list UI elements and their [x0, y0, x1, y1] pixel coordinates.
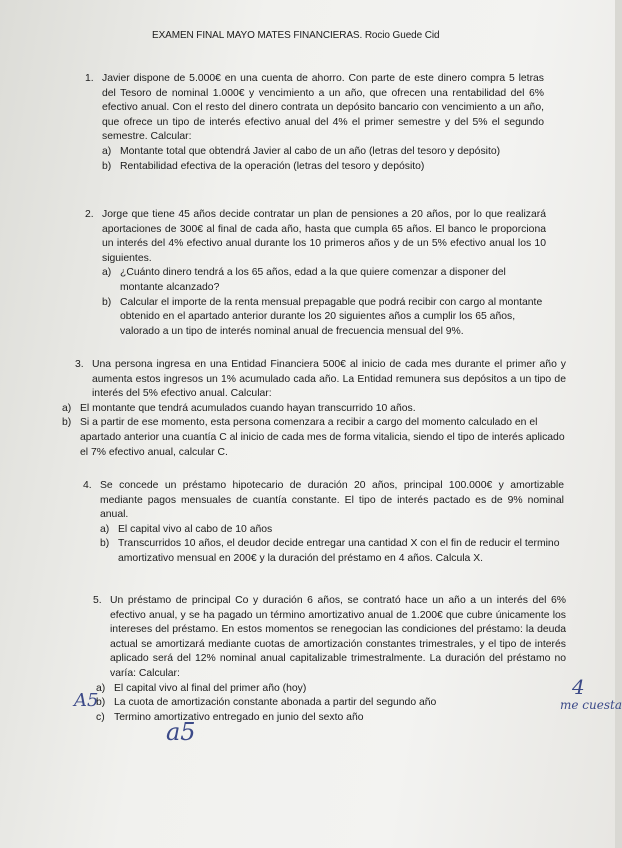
item-letter: a) — [102, 267, 112, 279]
question-item — [100, 537, 564, 566]
item-text: Montante total que obtendrá Javier al cabo de un año (letras del tesoro y depósito) — [120, 145, 501, 157]
handwritten-note-bottom: a5 — [166, 718, 196, 746]
question-4 — [83, 479, 564, 567]
item-text: El montante que tendrá acumulados cuando hayan transcurrido 10 años. — [80, 402, 416, 414]
question-number: 5. — [93, 595, 102, 606]
handwritten-note-right: me cuesta — [560, 698, 622, 712]
question-number: 3. — [75, 359, 84, 370]
question-text: Javier dispone de 5.000€ en una cuenta de ahorro. Con parte de este dinero compra 5 letras del Tesoro de nominal 1.000€ y vencimiento a un año, que ofrecen una rentabilidad del 6% efectivo anual. Con el resto del dinero contrata un depósito bancario con vencimiento a un año, que ofrece un tipo de interés efectivo anual del 4% el primer semestre y del 5% el segundo semestre. Calcular: — [102, 73, 544, 143]
question-3 — [62, 358, 566, 460]
question-item — [102, 160, 544, 175]
question-1 — [85, 72, 544, 174]
question-item — [102, 266, 546, 295]
item-letter: b) — [102, 296, 112, 308]
item-letter: b) — [100, 538, 110, 550]
item-text: Rentabilidad efectiva de la operación (letras del tesoro y depósito) — [120, 160, 425, 172]
question-5 — [93, 594, 566, 725]
question-item — [100, 523, 564, 538]
item-text: El capital vivo al final del primer año (hoy) — [114, 682, 307, 694]
item-text: La cuota de amortización constante abonada a partir del segundo año — [114, 697, 437, 709]
question-item — [62, 416, 566, 460]
item-text: Calcular el importe de la renta mensual prepagable que podrá recibir con cargo al montante obtenido en el apartado anterior durante los 20 siguientes años a cumplir los 65 años, valorado a un tipo de interés nominal anual de frecuencia mensual del 9%. — [120, 296, 543, 337]
item-letter: b) — [96, 697, 106, 709]
item-letter: a) — [96, 682, 106, 694]
item-letter: a) — [62, 402, 72, 414]
item-text: Si a partir de ese momento, esta persona comenzara a recibir a cargo del momento calculado en el apartado anterior una cuantía C al inicio de cada mes de forma vitalicia, siendo el tipo de interés aplicado el 7% efectivo anual, calcular C. — [80, 417, 565, 458]
question-number: 1. — [85, 73, 94, 84]
question-item — [96, 682, 566, 697]
question-item — [96, 696, 566, 711]
question-item — [102, 145, 544, 160]
item-letter: b) — [102, 160, 112, 172]
question-text: Se concede un préstamo hipotecario de duración 20 años, principal 100.000€ y amortizable mediante pagos mensuales de cuantía constante. El tipo de interés pactado es de 9% nominal anual. — [100, 480, 564, 521]
question-2 — [85, 208, 546, 339]
item-text: El capital vivo al cabo de 10 años — [118, 523, 273, 535]
item-text: ¿Cuánto dinero tendrá a los 65 años, edad a la que quiere comenzar a disponer del montante alcanzado? — [120, 267, 506, 293]
question-text: Una persona ingresa en una Entidad Financiera 500€ al inicio de cada mes durante el primer año y aumenta estos ingresos un 1% acumulado cada año. La Entidad remunera sus depósitos a un tipo de interés del 5% efectivo anual. Calcular: — [92, 359, 566, 400]
question-item — [102, 296, 546, 340]
item-letter: a) — [100, 523, 110, 535]
question-item — [62, 402, 566, 417]
question-text: Un préstamo de principal Co y duración 6 años, se contrató hace un año a un interés del 6% efectivo anual, y se ha pagado un término amortizativo anual de 1.200€ que cubre únicamente los intereses del préstamo. En estos momentos se renegocian las condiciones del préstamo: la deuda actual se amortizará mediante cuotas de amortización constantes trimestrales, y el tipo de interés aplicado será del 12% nominal anual capitalizable trimestralmente. La duración del préstamo no varía: Calcular: — [110, 595, 566, 679]
item-text: Transcurridos 10 años, el deudor decide entregar una cantidad X con el fin de reducir el termino amortizativo mensual en 200€ y la duración del préstamo en 4 años. Calcula X. — [118, 538, 560, 564]
question-number: 2. — [85, 209, 94, 220]
item-text: Termino amortizativo entregado en junio del sexto año — [114, 711, 364, 723]
exam-title: EXAMEN FINAL MAYO MATES FINANCIERAS. Rocio Guede Cid — [152, 30, 440, 41]
item-letter: a) — [102, 145, 112, 157]
question-number: 4. — [83, 480, 92, 491]
handwritten-note-right-top: 4 — [572, 675, 585, 699]
item-letter: c) — [96, 711, 105, 723]
item-letter: b) — [62, 417, 72, 429]
handwritten-note-left: A5 — [74, 690, 99, 711]
question-text: Jorge que tiene 45 años decide contratar un plan de pensiones a 20 años, por lo que realizará aportaciones de 300€ al final de cada año, hasta que cumpla 65 años. El banco le proporciona un interés del 4% efectivo anual durante los 10 primeros años y de un 5% efectivo anual los 10 siguientes. — [102, 209, 546, 264]
